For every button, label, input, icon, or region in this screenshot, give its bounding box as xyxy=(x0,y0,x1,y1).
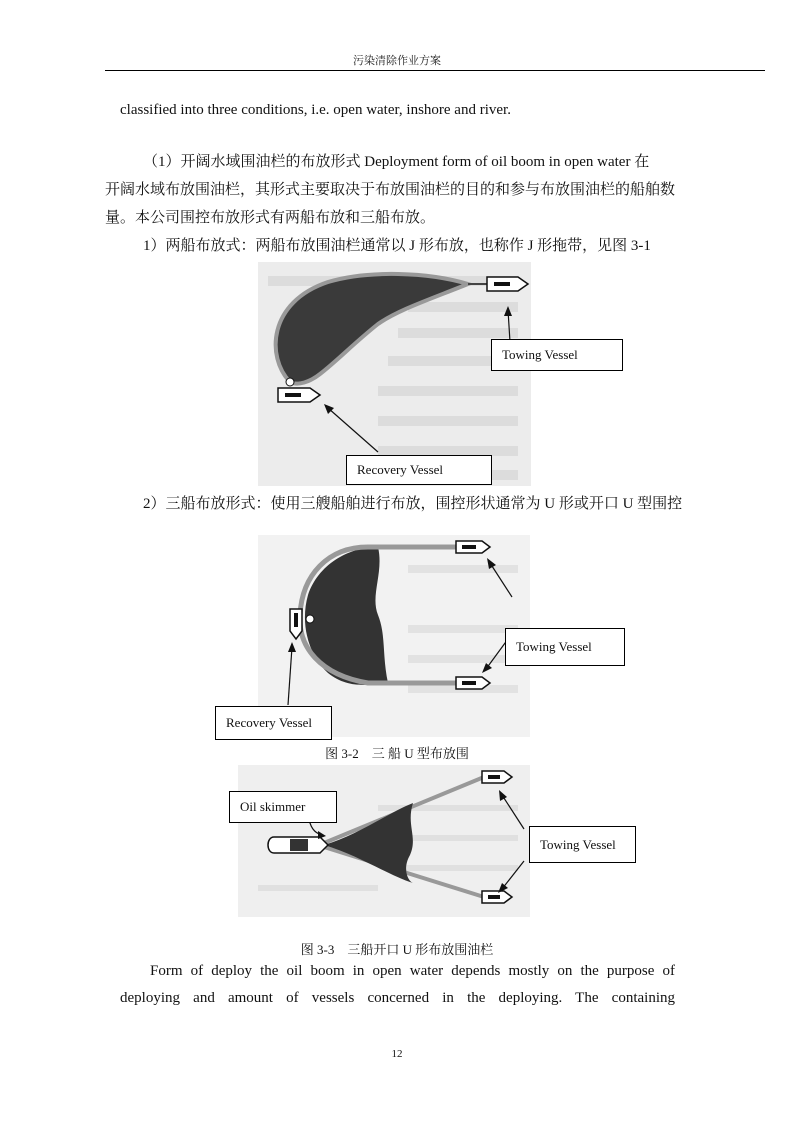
figure-caption: 图 3-3 三船开口 U 形布放围油栏 xyxy=(300,942,494,957)
towing-vessel-label: Towing Vessel xyxy=(505,628,625,666)
towing-vessel-icon xyxy=(487,277,528,291)
recovery-vessel-icon xyxy=(290,609,302,639)
towing-vessel-label: Towing Vessel xyxy=(529,826,636,863)
body-text-line: classified into three conditions, i.e. open water, inshore and river. xyxy=(120,102,511,118)
figure-open-u-deployment-drawing xyxy=(238,765,530,917)
figure-caption: 图 3-2 三 船 U 型布放围 xyxy=(325,746,469,761)
body-text-line: 开阔水域布放围油栏，其形式主要取决于布放围油栏的目的和参与布放围油栏的船舶数 xyxy=(105,182,676,198)
recovery-vessel-label: Recovery Vessel xyxy=(215,706,332,740)
towing-vessel-label: Towing Vessel xyxy=(491,339,623,371)
figure-open-u-deployment xyxy=(238,765,530,917)
running-header: 污染清除作业方案 xyxy=(353,55,441,67)
page-number: 12 xyxy=(391,1048,403,1060)
figure-j-deployment-drawing xyxy=(258,262,531,486)
recovery-vessel-label: Recovery Vessel xyxy=(346,455,492,485)
list-item-three-vessel: 2）三船布放形式：使用三艘船舶进行布放，围控形状通常为 U 形或开口 U 型围控 xyxy=(143,496,683,512)
section-heading: （1）开阔水域围油栏的布放形式 Deployment form of oil boom in open water 在 xyxy=(143,154,650,170)
body-text-line: 量。本公司围控布放形式有两船布放和三船布放。 xyxy=(105,210,436,226)
list-item-two-vessel: 1）两船布放式：两船布放围油栏通常以 J 形布放，也称作 J 形拖带，见图 3-1 xyxy=(143,238,651,254)
body-text-line: deploying and amount of vessels concerned in the deploying. The containing xyxy=(120,990,675,1006)
towing-vessel-icon xyxy=(482,771,512,783)
towing-vessel-icon xyxy=(456,677,490,689)
oil-skimmer-icon xyxy=(268,837,328,853)
header-rule xyxy=(105,70,765,71)
recovery-vessel-icon xyxy=(278,388,320,402)
oil-skimmer-label: Oil skimmer xyxy=(229,791,337,823)
towing-vessel-icon xyxy=(482,891,512,903)
towing-vessel-icon xyxy=(456,541,490,553)
body-text-line: Form of deploy the oil boom in open water depends mostly on the purpose of xyxy=(150,963,675,979)
figure-j-deployment xyxy=(258,262,531,486)
